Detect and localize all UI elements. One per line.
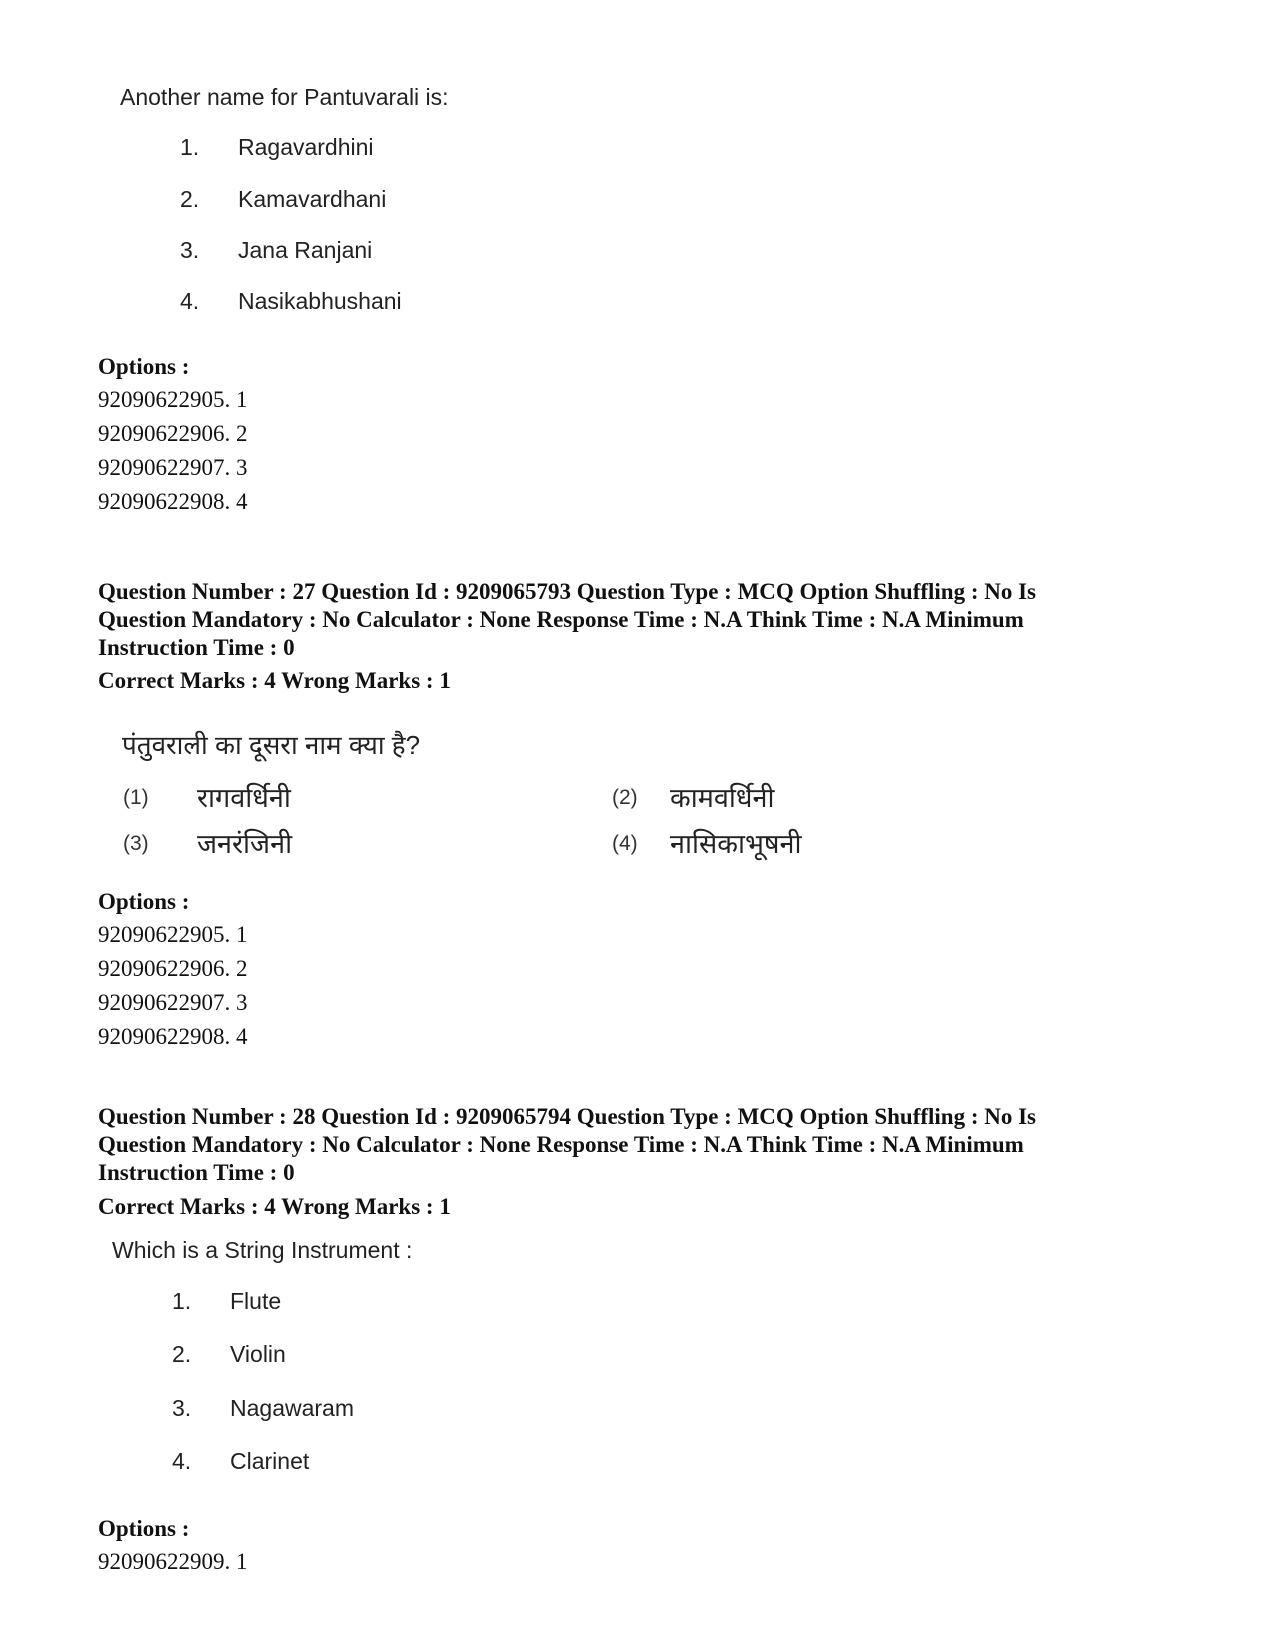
choice-number: (2) — [612, 786, 638, 809]
options-heading: Options : — [98, 354, 190, 379]
options-list — [98, 383, 248, 519]
meta-line: Question Mandatory : No Calculator : None Response Time : N.A Think Time : N.A Minimum — [98, 1132, 1024, 1157]
options-heading: Options : — [98, 1516, 190, 1541]
choice-label: Flute — [230, 1288, 282, 1314]
marks-line: Correct Marks : 4 Wrong Marks : 1 — [98, 668, 451, 693]
options-list — [98, 1545, 248, 1579]
option-id: 92090622907. 3 — [98, 455, 248, 480]
choice-number: (3) — [123, 832, 149, 855]
choice-label: Ragavardhini — [238, 134, 374, 160]
choice-number: 1. — [172, 1288, 192, 1314]
option-id: 92090622908. 4 — [98, 489, 248, 514]
question-prompt: Another name for Pantuvarali is: — [120, 84, 449, 110]
option-id: 92090622905. 1 — [98, 387, 248, 412]
choice-label: Violin — [230, 1341, 286, 1367]
options-heading: Options : — [98, 889, 190, 914]
option-id: 92090622905. 1 — [98, 922, 248, 947]
option-id: 92090622907. 3 — [98, 990, 248, 1015]
option-id: 92090622906. 2 — [98, 421, 248, 446]
choice-number: 3. — [180, 237, 200, 263]
choice-number: 4. — [172, 1448, 192, 1474]
choice-label: Nasikabhushani — [238, 288, 402, 314]
meta-line: Question Mandatory : No Calculator : None Response Time : N.A Think Time : N.A Minimum — [98, 607, 1024, 632]
option-id: 92090622909. 1 — [98, 1549, 248, 1574]
option-id: 92090622908. 4 — [98, 1024, 248, 1049]
meta-line: Instruction Time : 0 — [98, 1160, 295, 1185]
options-list — [98, 918, 248, 1054]
choice-number: 4. — [180, 288, 200, 314]
choice-number: 2. — [172, 1341, 192, 1367]
choice-label: कामवर्धिनी — [670, 783, 775, 813]
question-prompt: पंतुवराली का दूसरा नाम क्या है? — [122, 730, 421, 760]
choice-label: रागवर्धिनी — [197, 783, 291, 813]
meta-line: Instruction Time : 0 — [98, 635, 295, 660]
choice-label: नासिकाभूषनी — [670, 829, 802, 859]
question-prompt: Which is a String Instrument : — [112, 1237, 413, 1263]
choice-number: (1) — [123, 786, 149, 809]
meta-line: Question Number : 28 Question Id : 9209065794 Question Type : MCQ Option Shuffling : No Is — [98, 1104, 1037, 1129]
choice-label: Jana Ranjani — [238, 237, 373, 263]
marks-line: Correct Marks : 4 Wrong Marks : 1 — [98, 1194, 451, 1219]
question-meta — [98, 578, 1178, 662]
option-id: 92090622906. 2 — [98, 956, 248, 981]
choice-number: (4) — [612, 832, 638, 855]
choice-number: 3. — [172, 1395, 192, 1421]
choice-number: 2. — [180, 186, 200, 212]
choice-label: Nagawaram — [230, 1395, 354, 1421]
choice-label: जनरंजिनी — [197, 829, 293, 859]
choice-label: Kamavardhani — [238, 186, 387, 212]
choice-number: 1. — [180, 134, 200, 160]
choice-label: Clarinet — [230, 1448, 310, 1474]
question-meta — [98, 1103, 1178, 1187]
meta-line: Question Number : 27 Question Id : 9209065793 Question Type : MCQ Option Shuffling : No Is — [98, 579, 1037, 604]
